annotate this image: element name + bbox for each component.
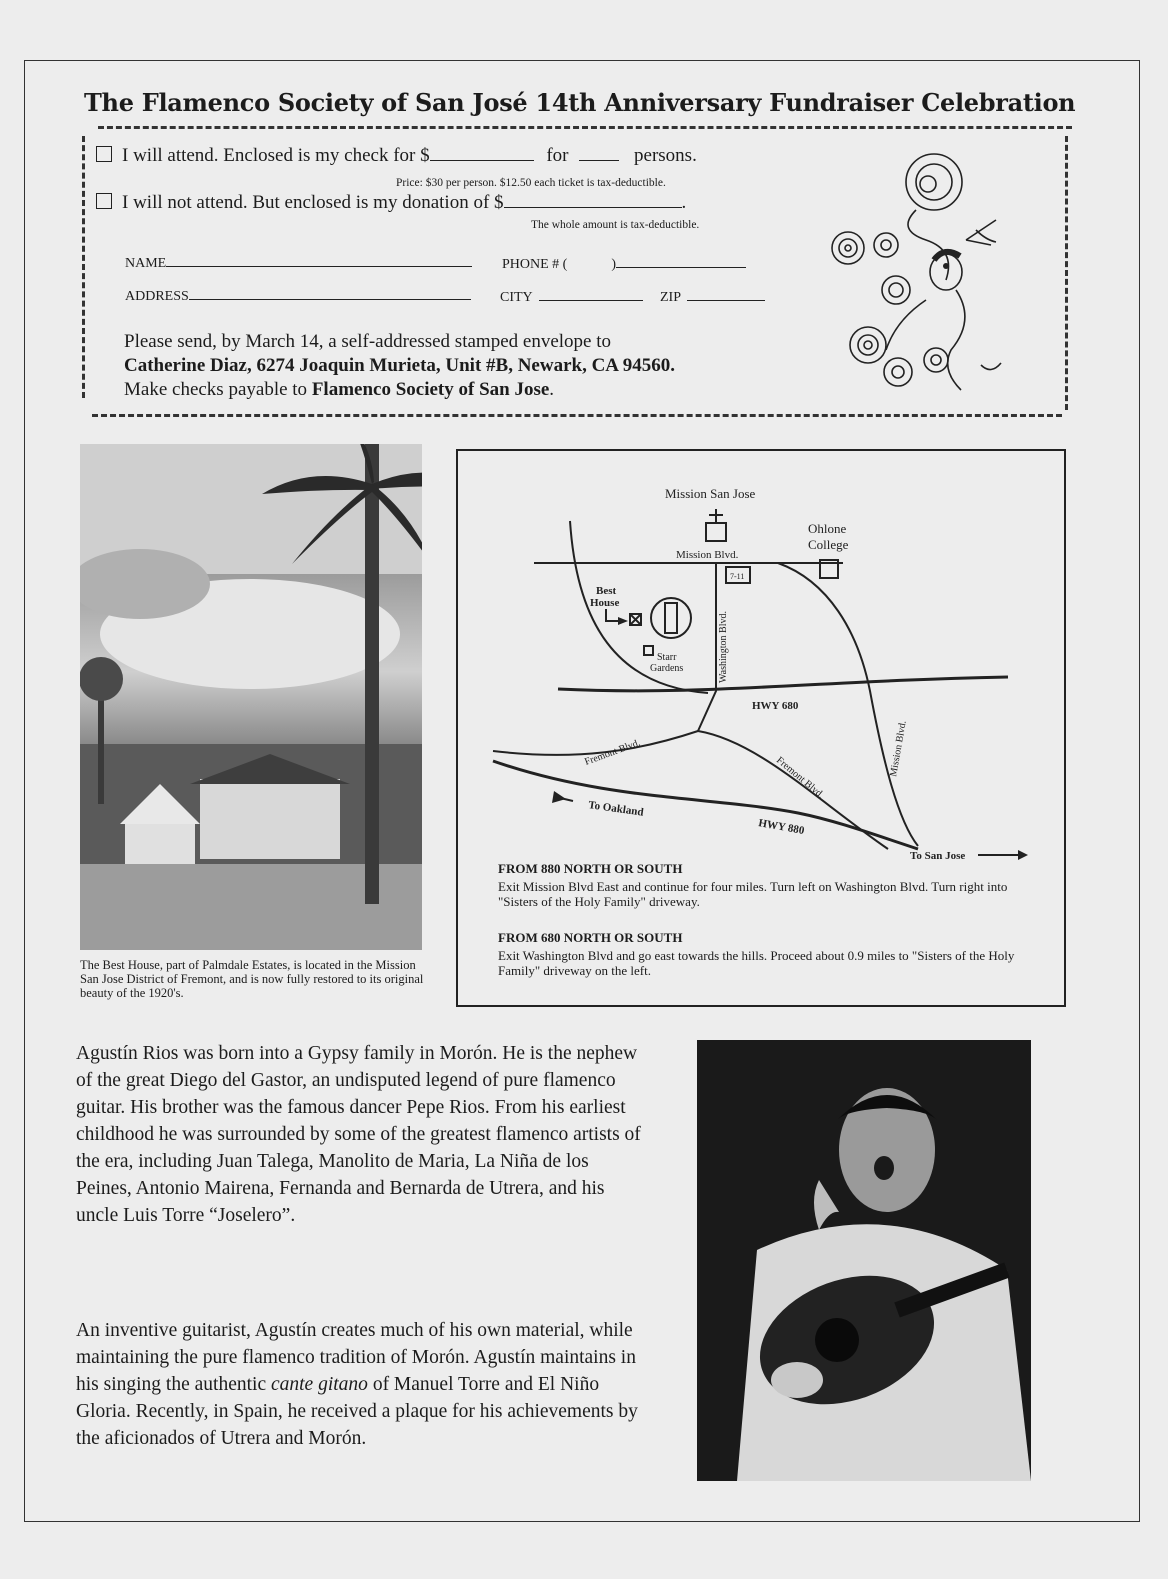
location-map <box>458 451 1060 871</box>
name-row: NAME <box>125 252 472 272</box>
label-ohlone: Ohlone <box>808 521 847 536</box>
bio-paragraph-2: An inventive guitarist, Agustín creates much of his own material, while maintaining the pure flamenco tradition of Morón. Agustín maintains in his singing the authentic cante gitano of Manuel Torre and El Niño Gloria. Recently, in Spain, he received a plaque for his achievements by the aficionados of Utrera and Morón. <box>76 1320 638 1449</box>
send-instructions-3: Make checks payable to Flamenco Society of San Jose. <box>124 379 555 400</box>
price-note: Price: $30 per person. $12.50 each ticket is tax-deductible. <box>396 177 666 189</box>
name-field[interactable] <box>166 252 472 267</box>
directions-heading-680: FROM 680 NORTH OR SOUTH <box>498 930 683 945</box>
hwy-880-road <box>493 761 918 849</box>
flamenco-dancer-illustration <box>816 140 1016 410</box>
check-amount-field[interactable] <box>430 146 534 161</box>
guitarist-photo <box>697 1040 1031 1481</box>
address-row: ADDRESS <box>125 285 471 305</box>
cut-line-top <box>98 126 1072 129</box>
label-best: Best <box>596 585 617 597</box>
label-fremont-blvd-left: Fremont Blvd. <box>583 737 642 768</box>
phone-field[interactable] <box>616 253 746 268</box>
label-mission-blvd-side: Mission Blvd. <box>888 719 909 778</box>
label-hwy-680: HWY 680 <box>752 700 799 712</box>
label-mission-san-jose: Mission San Jose <box>665 486 756 501</box>
label-fremont-blvd-right: Fremont Blvd. <box>774 754 826 801</box>
zip-field[interactable] <box>687 286 765 301</box>
address-field[interactable] <box>189 285 471 300</box>
cut-line-bottom <box>92 414 1062 417</box>
page-title: The Flamenco Society of San José 14th Anniversary Fundraiser Celebration <box>84 88 1076 117</box>
zip-row: ZIP <box>660 286 765 306</box>
photo-caption: The Best House, part of Palmdale Estates, is located in the Mission San Jose District of Fremont, and is now fully restored to its original beauty of the 1920's. <box>80 958 424 1000</box>
not-attend-checkbox[interactable] <box>96 193 112 209</box>
washington-blvd-road <box>698 563 716 731</box>
city-field[interactable] <box>539 286 643 301</box>
label-gardens: Gardens <box>650 663 684 674</box>
cut-line-right <box>1065 136 1068 410</box>
attend-checkbox[interactable] <box>96 146 112 162</box>
label-house: House <box>590 597 620 609</box>
tax-note: The whole amount is tax-deductible. <box>531 219 700 231</box>
mission-blvd-east-road <box>778 563 918 846</box>
donation-amount-field[interactable] <box>504 193 682 208</box>
directions-text-680: Exit Washington Blvd and go east towards the hills. Proceed about 0.9 miles to "Sisters of the Holy Family" driveway on the left. <box>498 948 1015 978</box>
city-row: CITY <box>500 286 643 306</box>
attend-row: I will attend. Enclosed is my check for $ for persons. <box>96 145 697 167</box>
directions-heading-880: FROM 880 NORTH OR SOUTH <box>498 861 683 876</box>
label-starr: Starr <box>657 652 677 663</box>
fremont-blvd-road <box>493 731 888 849</box>
phone-row: PHONE # ( ) <box>502 253 746 273</box>
persons-count-field[interactable] <box>579 146 619 161</box>
label-to-san-jose: To San Jose <box>910 850 966 862</box>
send-instructions-1: Please send, by March 14, a self-addressed stamped envelope to <box>124 331 611 352</box>
cut-line-left <box>82 136 85 398</box>
bio-paragraph-1: Agustín Rios was born into a Gypsy family in Morón. He is the nephew of the great Diego del Gastor, an undisputed legend of pure flamenco guitar. His brother was the famous dancer Pepe Rios. From his earliest childhood he was surrounded by some of the greatest flamenco artists of the era, including Juan Talega, Manolito de Maria, La Niña de los Peines, Antonio Mairena, Fernanda and Bernarda de Utrera, and his uncle Luis Torre “Joselero”. <box>76 1043 641 1226</box>
label-hwy-880: HWY 880 <box>757 817 806 838</box>
label-seven-eleven: 7-11 <box>730 572 745 581</box>
send-address: Catherine Diaz, 6274 Joaquin Murieta, Unit #B, Newark, CA 94560. <box>124 355 675 376</box>
label-college: College <box>808 537 849 552</box>
directions-text-880: Exit Mission Blvd East and continue for four miles. Turn left on Washington Blvd. Turn right into "Sisters of the Holy Family" driveway. <box>498 879 1008 909</box>
label-mission-blvd-top: Mission Blvd. <box>676 549 739 561</box>
best-house-photo <box>80 444 422 950</box>
not-attend-row: I will not attend. But enclosed is my donation of $ . <box>96 192 686 214</box>
label-washington-blvd: Washington Blvd. <box>718 611 729 683</box>
label-to-oakland: To Oakland <box>587 799 645 819</box>
hwy-680-road <box>558 677 1008 691</box>
